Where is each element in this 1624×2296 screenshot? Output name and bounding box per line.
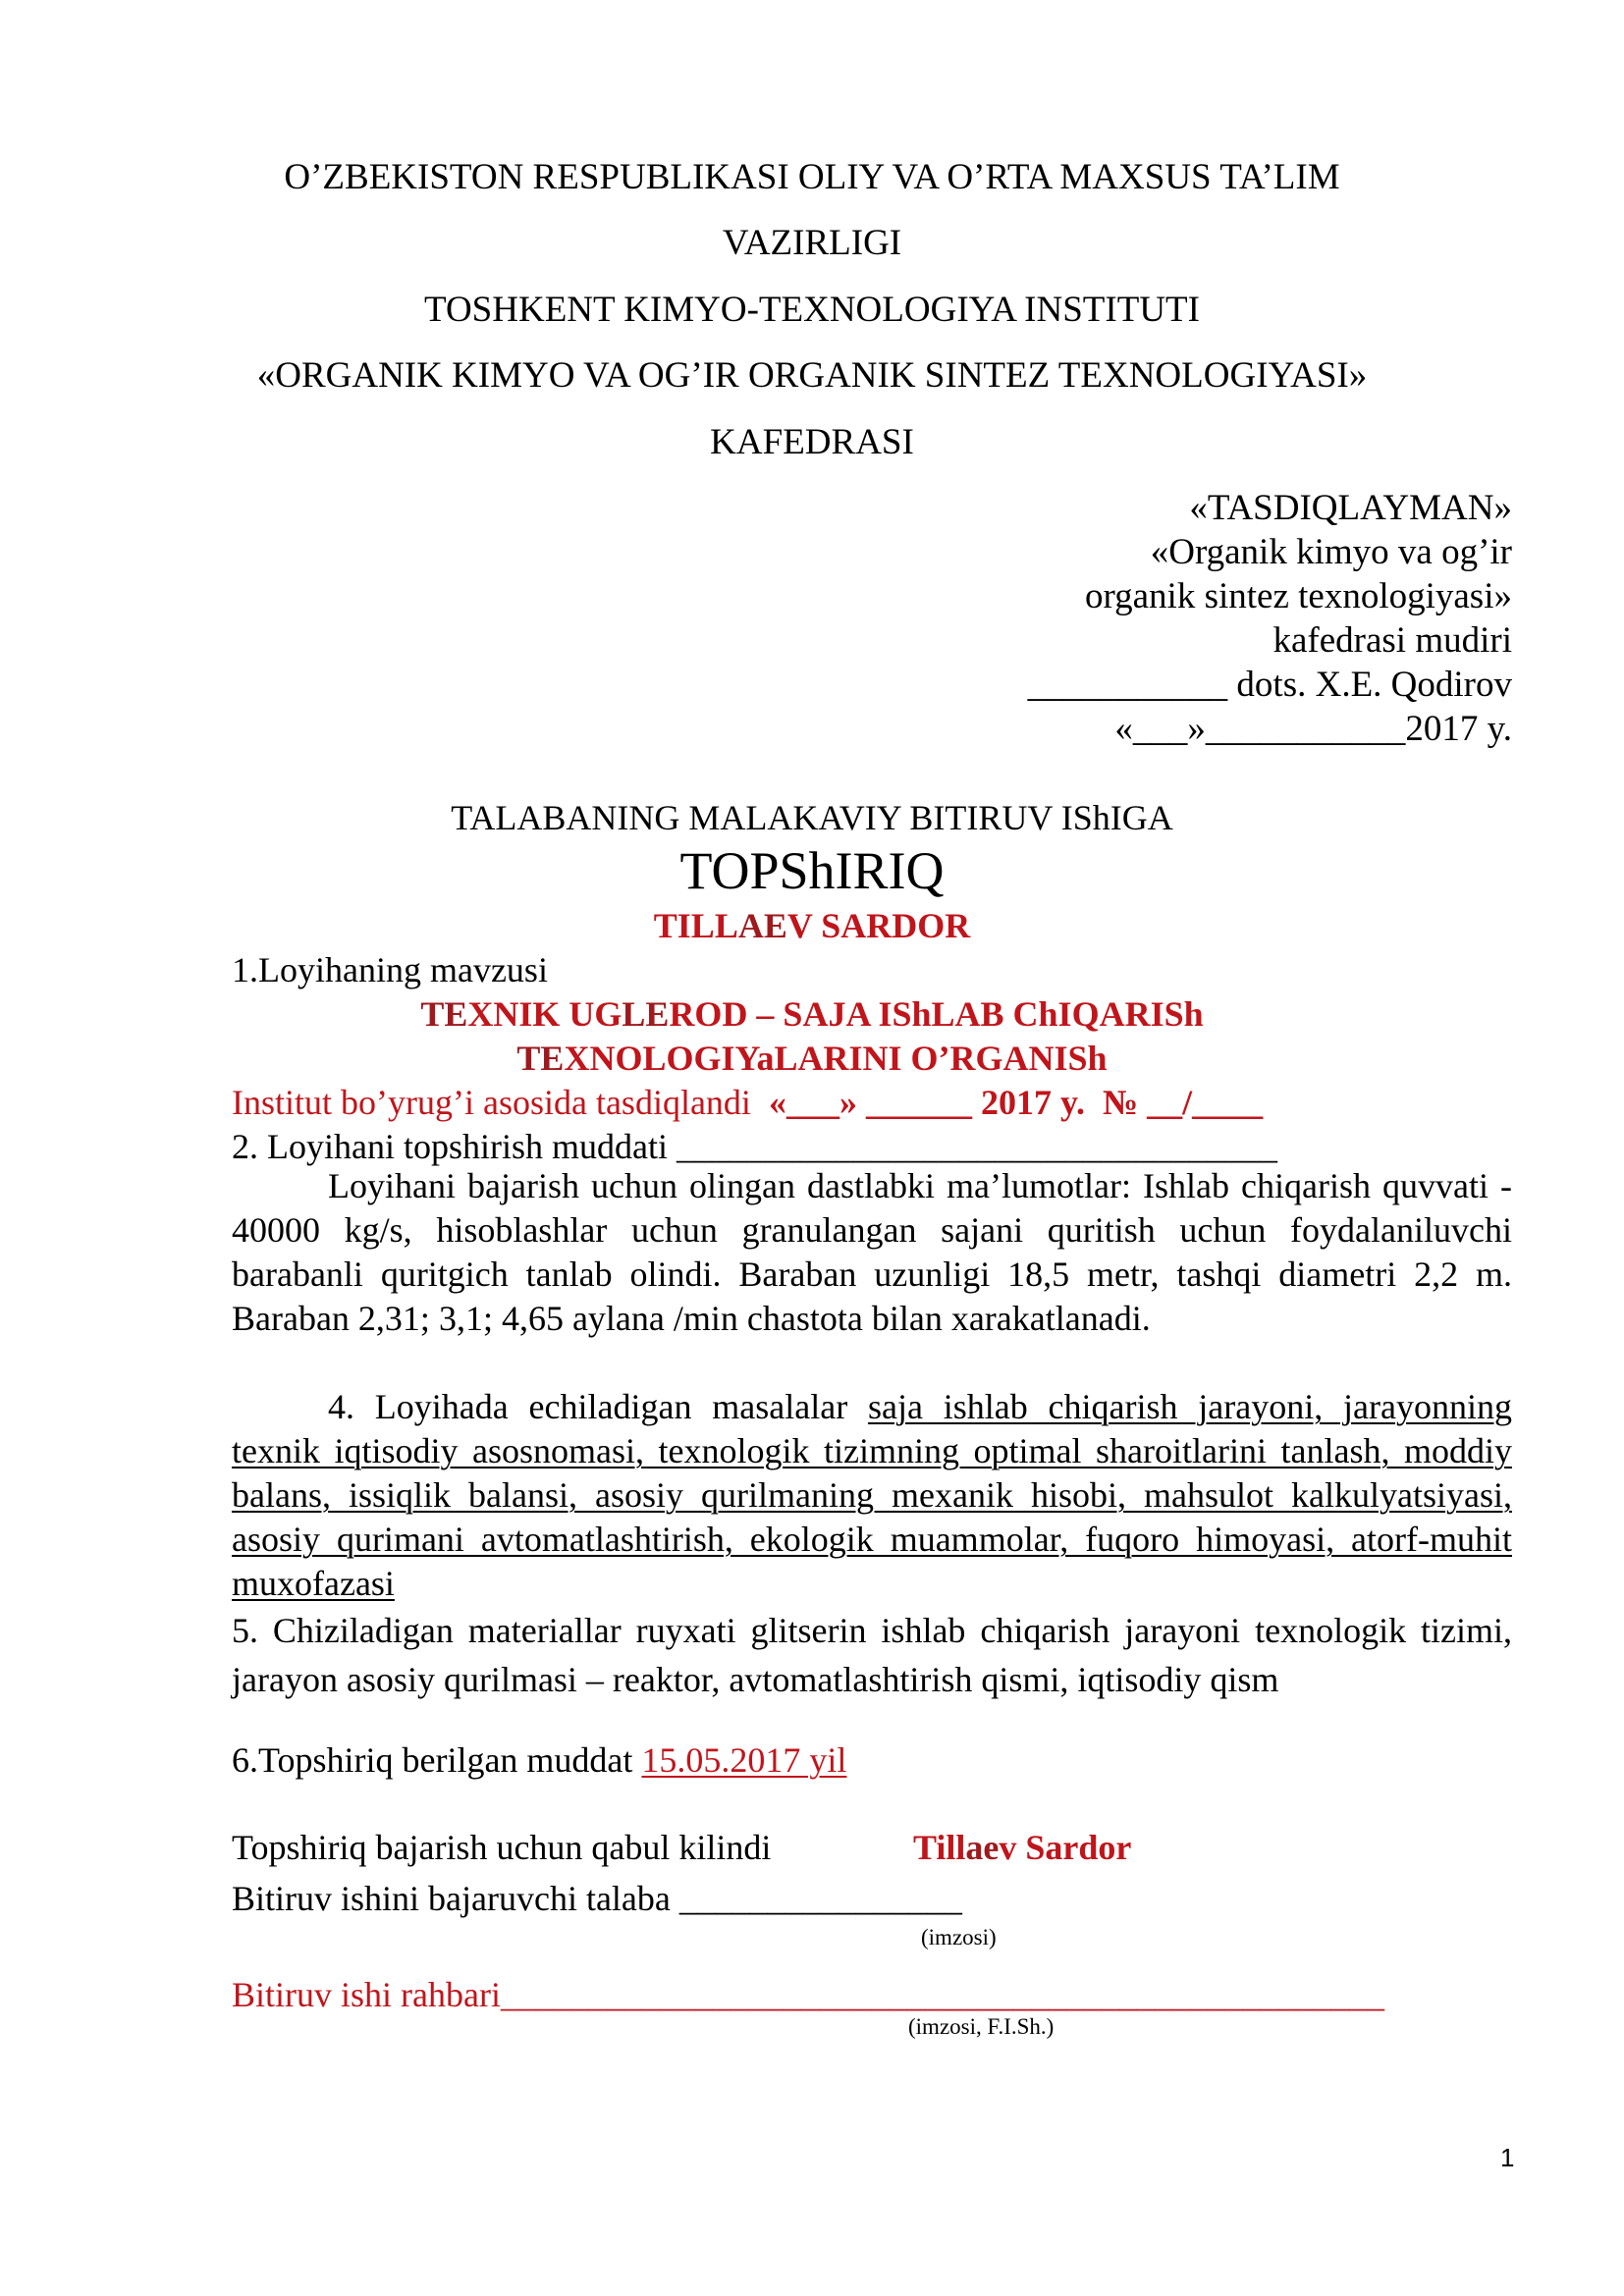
topic-part: TE (516, 1039, 565, 1078)
deadline-label: 2. Loyihani topshirish muddati (232, 1127, 677, 1166)
issues-text: saja ishlab chiqarish jarayoni, jarayonning texnik iqtisodiy asosnomasi, texnologik tizimning optimal sharoitlarini tanlash, moddiy balans, issiqlik balansi, asosiy qurilmaning mexanik hisobi, mahsulot kalkulyatsiyasi, asosiy qurimani avtomatlashtirish, ekologik muammolar, fuqoro himoyasi, atorf-muhit muxofazasi (232, 1387, 1512, 1603)
accepted-name-part: v Sardor (999, 1828, 1132, 1867)
accepted-name (913, 1830, 1131, 1865)
student-signature-blank: ________________ (678, 1879, 962, 1918)
student-label: Bitiruv ishini bajaruvchi talaba (232, 1879, 679, 1918)
student-signature-line (232, 1881, 962, 1916)
order-line (232, 1085, 1263, 1120)
issued-line (232, 1742, 846, 1778)
student-name-part: V SARDOR (786, 906, 971, 945)
issued-label: 6.Topshiriq berilgan muddat (232, 1740, 642, 1780)
topic-part: ROD – SAJA IShLAB ChIQARISh (669, 994, 1204, 1034)
accepted-name-part: ae (965, 1828, 1000, 1867)
accepted-name-part: Till (913, 1828, 966, 1867)
initial-data-paragraph: Loyihani bajarish uchun olingan dastlabki ma’lumotlar: Ishlab chiqarish quvvati - 40000 kg/s, hisoblashlar uchun granulangan sajani quritish uchun foydalaniluvchi barabanli quritgich tanlab olindi. Baraban uzunligi 18,5 metr, tashqi diametri 2,2 m. Baraban 2,31; 3,1; 4,65 aylana /min chastota bilan xarakatlanadi. (232, 1166, 1512, 1338)
order-value: «___» ______ 2017 y. № __/____ (759, 1083, 1264, 1122)
supervisor-label: Bitiruv ishi rahbari (232, 1975, 501, 2014)
approval-line-2: organik sintez texnologiyasi» (1084, 576, 1512, 616)
issued-date: 15.05.2017 yil (641, 1740, 847, 1780)
approval-line-1: «Organik kimyo va og’ir (1150, 532, 1512, 572)
topic-part: LE (622, 994, 670, 1034)
topic-part: XNIK UG (467, 994, 623, 1034)
student-name (0, 908, 1624, 943)
drawings-paragraph: 5. Chiziladigan materiallar ruyxati glitserin ishlab chiqarish jarayoni texnologik tizimi, jarayon asosiy qurilmasi – reaktor, avtomatlashtirish qismi, iqtisodiy qism (232, 1611, 1512, 1699)
signer-name: dots. X.E. Qodirov (1227, 665, 1512, 705)
issues-label: 4. Loyihada echiladigan masalalar (328, 1387, 868, 1426)
signature-blank: ___________ (1027, 665, 1228, 705)
page-number: 1 (1500, 2143, 1515, 2172)
deadline-blank: __________________________________ (676, 1127, 1277, 1166)
department-line-1: «ORGANIK KIMYO VA OG’IR ORGANIK SINTEZ TEXNOLOGIYASI» (256, 355, 1368, 396)
student-name-part: TILL (653, 906, 738, 945)
task-subtitle: TALABANING MALAKAVIY BITIRUV IShIGA (451, 798, 1173, 837)
topic-part: XNOLOGIYaLARINI O’RGANISh (564, 1039, 1108, 1078)
supervisor-signature-blank: __________________________________________________ (500, 1975, 1384, 2014)
approval-line-3: kafedrasi mudiri (1272, 620, 1512, 661)
institute-name: TOSHKENT KIMYO-TEXNOLOGIYA INSTITUTI (424, 290, 1200, 330)
ministry-line-1: O’ZBEKISTON RESPUBLIKASI OLIY VA O’RTA MAXSUS TA’LIM (284, 157, 1340, 197)
issues-paragraph (232, 1385, 1512, 1606)
supervisor-signature-caption: (imzosi, F.I.Sh.) (908, 2014, 1055, 2039)
deadline-line (232, 1129, 1277, 1164)
student-signature-caption: (imzosi) (921, 1925, 997, 1949)
topic-label: 1.Loyihaning mavzusi (232, 950, 548, 989)
department-line-2: KAFEDRASI (710, 422, 914, 462)
approval-signer-line (1028, 667, 1512, 703)
topic-part: TE (420, 994, 468, 1034)
approval-title: «TASDIQLAYMAN» (1189, 488, 1512, 528)
supervisor-signature-line (232, 1977, 1384, 2012)
ministry-line-2: VAZIRLIGI (722, 223, 902, 263)
topic-line-2 (0, 1041, 1624, 1076)
order-label: Institut bo’yrug’i asosida tasdiqlandi (232, 1083, 760, 1122)
topic-line-1 (0, 996, 1624, 1032)
student-name-part: AE (737, 906, 787, 945)
approval-date-line: «___»___________2017 y. (1114, 709, 1512, 749)
accepted-label: Topshiriq bajarish uchun qabul kilindi (232, 1828, 772, 1867)
task-title: TOPShIRIQ (679, 841, 945, 900)
